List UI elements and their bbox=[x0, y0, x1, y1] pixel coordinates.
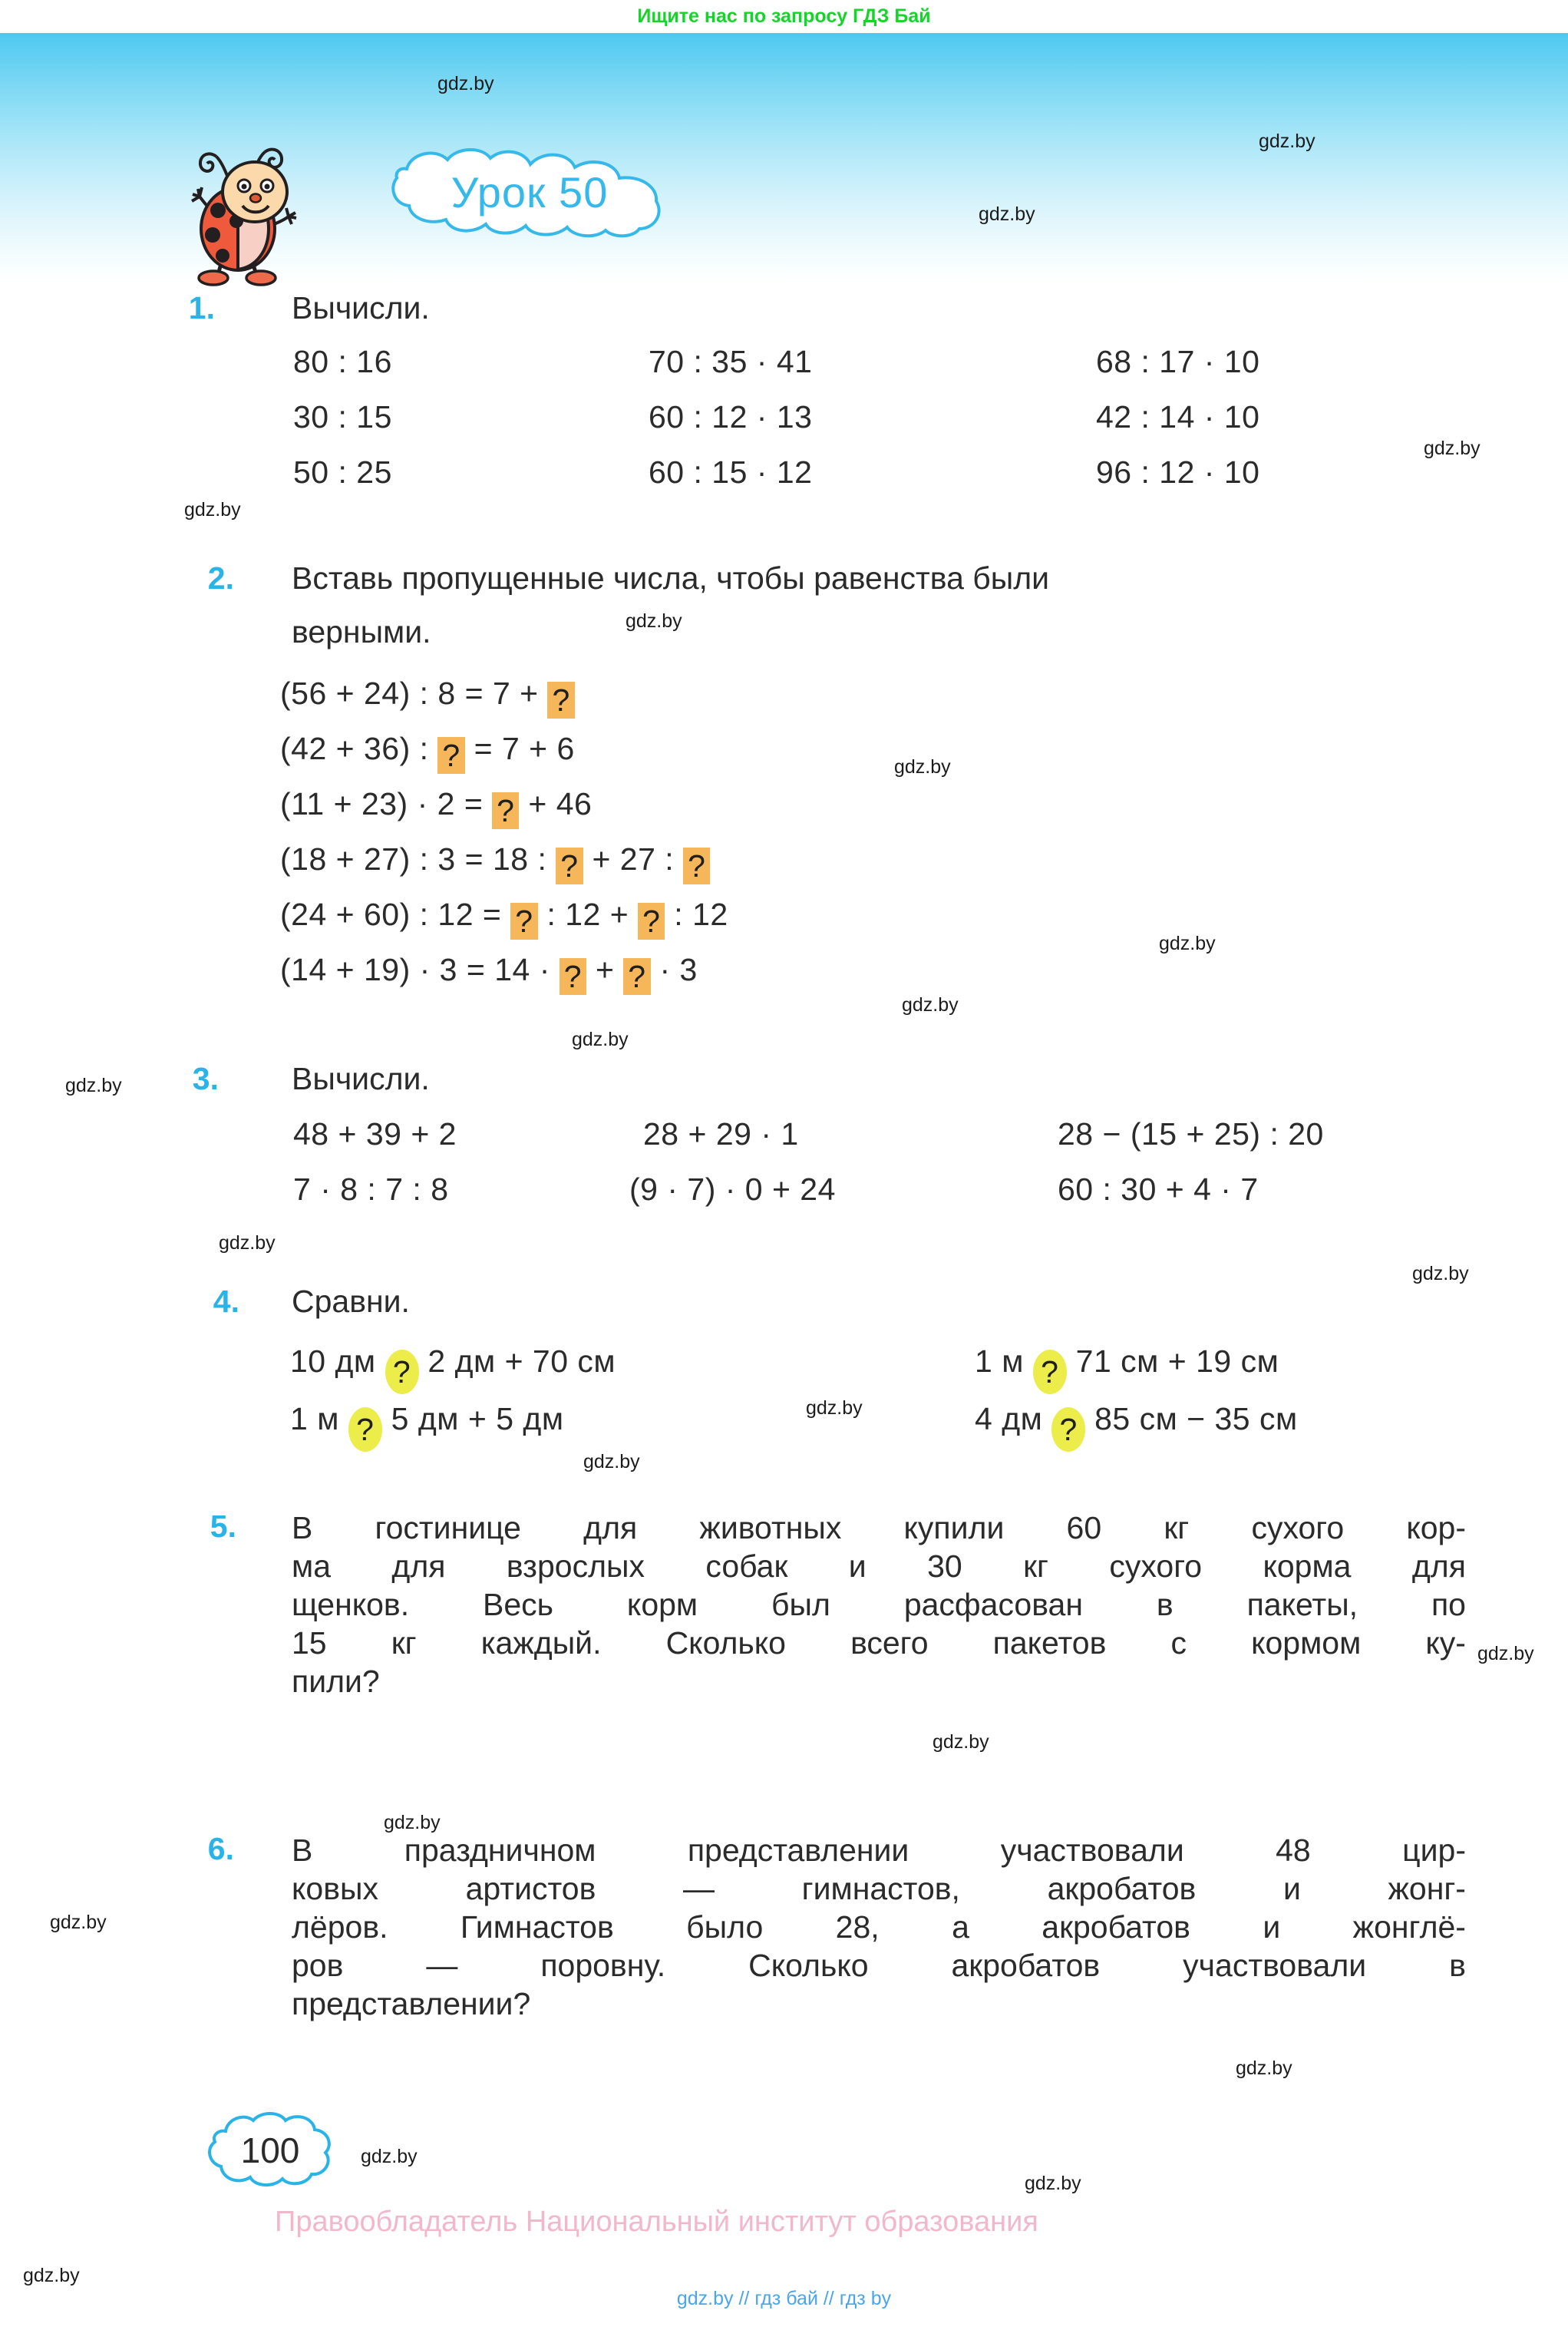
comparison-sign-placeholder[interactable]: ? bbox=[385, 1350, 419, 1394]
word: кг bbox=[1164, 1510, 1190, 1545]
word: цир- bbox=[1402, 1833, 1466, 1868]
task-6-line bbox=[292, 1908, 1466, 1946]
task-3-expr: 28 − (15 + 25) : 20 bbox=[1058, 1116, 1324, 1152]
task-3-number: 3. bbox=[192, 1061, 219, 1096]
word: корм bbox=[626, 1587, 698, 1622]
expression-part: 1 м bbox=[290, 1401, 348, 1436]
word: участвовали bbox=[1000, 1833, 1184, 1868]
expression-part: 2 дм + 70 см bbox=[418, 1344, 616, 1379]
word: купили bbox=[903, 1510, 1005, 1545]
word: пакеты, bbox=[1246, 1587, 1358, 1622]
task-4-comparison bbox=[975, 1344, 1279, 1394]
watermark-gdz-by: gdz.by bbox=[1025, 2173, 1081, 2194]
missing-number-placeholder[interactable]: ? bbox=[556, 848, 583, 884]
task-2-equation bbox=[280, 731, 575, 774]
watermark-gdz-by: gdz.by bbox=[902, 994, 959, 1016]
word: а bbox=[952, 1909, 969, 1945]
task-2-equation bbox=[280, 676, 575, 719]
missing-number-placeholder[interactable]: ? bbox=[437, 737, 464, 774]
expression-part: 10 дм bbox=[290, 1344, 385, 1379]
task-1-expr: 80 : 16 bbox=[293, 344, 392, 379]
task-5-line bbox=[292, 1509, 1466, 1547]
expression-part: (18 + 27) : 3 = 18 : bbox=[280, 841, 556, 877]
watermark-gdz-by: gdz.by bbox=[437, 73, 494, 94]
watermark-gdz-by: gdz.by bbox=[979, 203, 1035, 225]
watermark-gdz-by: gdz.by bbox=[384, 1812, 441, 1833]
task-4-number: 4. bbox=[213, 1284, 239, 1319]
expression-part: = 7 + 6 bbox=[464, 731, 575, 766]
lesson-title-cloud bbox=[349, 146, 710, 238]
task-5-line bbox=[292, 1547, 1466, 1585]
task-5-number: 5. bbox=[210, 1509, 236, 1544]
word: по bbox=[1431, 1587, 1466, 1622]
page-number: 100 bbox=[240, 2130, 300, 2170]
word: акробатов bbox=[1041, 1909, 1190, 1945]
task-2-number: 2. bbox=[207, 560, 234, 596]
word: 48 bbox=[1276, 1833, 1311, 1868]
word: щенков. bbox=[292, 1587, 410, 1622]
task-1-expr: 30 : 15 bbox=[293, 399, 392, 435]
task-3-expr: 60 : 30 + 4 · 7 bbox=[1058, 1172, 1259, 1207]
word: кормом bbox=[1251, 1625, 1362, 1661]
task-1-expr: 60 : 15 · 12 bbox=[649, 454, 813, 490]
expression-part: 71 см + 19 см bbox=[1066, 1344, 1279, 1379]
task-2-equation bbox=[280, 841, 710, 884]
lesson-title: Урок 50 bbox=[451, 167, 609, 216]
expression-part: 1 м bbox=[975, 1344, 1033, 1379]
expression-part: : 12 + bbox=[537, 897, 639, 932]
expression-part: (56 + 24) : 8 = 7 + bbox=[280, 676, 548, 711]
task-5-line: пили? bbox=[292, 1664, 380, 1699]
watermark-gdz-by: gdz.by bbox=[50, 1912, 107, 1933]
word: с bbox=[1170, 1625, 1187, 1661]
watermark-gdz-by: gdz.by bbox=[219, 1232, 276, 1254]
missing-number-placeholder[interactable]: ? bbox=[638, 903, 665, 940]
ladybug-mascot-icon bbox=[175, 137, 305, 286]
watermark-gdz-by: gdz.by bbox=[933, 1731, 989, 1753]
word: был bbox=[771, 1587, 830, 1622]
word: Весь bbox=[483, 1587, 554, 1622]
word: в bbox=[1449, 1948, 1466, 1983]
word: сухого bbox=[1251, 1510, 1345, 1545]
missing-number-placeholder[interactable]: ? bbox=[510, 903, 537, 940]
page-number-cloud bbox=[201, 2110, 339, 2190]
task-4-comparison bbox=[290, 1401, 564, 1452]
watermark-gdz-by: gdz.by bbox=[806, 1397, 863, 1419]
word: сухого bbox=[1109, 1548, 1203, 1584]
word: кг bbox=[391, 1625, 417, 1661]
task-5-line bbox=[292, 1585, 1466, 1624]
word: и bbox=[1282, 1871, 1301, 1906]
expression-part: (14 + 19) · 3 = 14 · bbox=[280, 952, 560, 987]
watermark-gdz-by: gdz.by bbox=[361, 2146, 418, 2167]
task-3-expr: (9 · 7) · 0 + 24 bbox=[629, 1172, 836, 1207]
task-1-expr: 60 : 12 · 13 bbox=[649, 399, 813, 435]
task-6-line bbox=[292, 1831, 1466, 1869]
word: кг bbox=[1023, 1548, 1048, 1584]
word: корма bbox=[1263, 1548, 1352, 1584]
word: расфасован bbox=[903, 1587, 1083, 1622]
word: каждый. bbox=[480, 1625, 602, 1661]
word: кор- bbox=[1406, 1510, 1466, 1545]
word: жонглё- bbox=[1352, 1909, 1466, 1945]
word: гостинице bbox=[375, 1510, 521, 1545]
word: ковых bbox=[292, 1871, 378, 1906]
copyright-notice: Правообладатель Национальный институт образования bbox=[275, 2206, 1038, 2238]
word: ку- bbox=[1425, 1625, 1466, 1661]
watermark-gdz-by: gdz.by bbox=[583, 1451, 640, 1472]
word: Гимнастов bbox=[460, 1909, 614, 1945]
expression-part: : 12 bbox=[665, 897, 728, 932]
watermark-gdz-by: gdz.by bbox=[1236, 2057, 1292, 2079]
word: 15 bbox=[292, 1625, 327, 1661]
promo-bar bbox=[0, 0, 1568, 33]
task-6-number: 6. bbox=[207, 1831, 234, 1866]
task-5-line bbox=[292, 1624, 1466, 1662]
task-2-equation bbox=[280, 952, 698, 995]
word: 28, bbox=[835, 1909, 880, 1945]
expression-part: + 46 bbox=[519, 786, 593, 821]
task-1-number: 1. bbox=[188, 290, 215, 326]
expression-part: (42 + 36) : bbox=[280, 731, 438, 766]
task-2-equation bbox=[280, 897, 728, 940]
task-6-line: представлении? bbox=[292, 1986, 531, 2021]
word: жонг- bbox=[1388, 1871, 1466, 1906]
task-1-heading: Вычисли. bbox=[292, 290, 430, 326]
task-3-expr: 7 · 8 : 7 : 8 bbox=[293, 1172, 449, 1207]
task-3-heading: Вычисли. bbox=[292, 1061, 430, 1096]
watermark-gdz-by: gdz.by bbox=[1412, 1263, 1469, 1284]
missing-number-placeholder[interactable]: ? bbox=[547, 682, 574, 719]
word: ров bbox=[292, 1948, 344, 1983]
task-1-expr: 70 : 35 · 41 bbox=[649, 344, 813, 379]
watermark-gdz-by: gdz.by bbox=[65, 1075, 122, 1096]
word: для bbox=[583, 1510, 638, 1545]
word: для bbox=[1411, 1548, 1466, 1584]
task-1-expr: 50 : 25 bbox=[293, 454, 392, 490]
footer-links[interactable]: gdz.by // гдз бай // гдз by bbox=[676, 2288, 892, 2309]
missing-number-placeholder[interactable]: ? bbox=[623, 958, 650, 995]
expression-part: 85 см − 35 см bbox=[1085, 1401, 1298, 1436]
task-4-comparison bbox=[975, 1401, 1298, 1452]
watermark-gdz-by: gdz.by bbox=[626, 610, 682, 632]
watermark-gdz-by: gdz.by bbox=[1424, 438, 1481, 459]
task-4-heading: Сравни. bbox=[292, 1284, 410, 1319]
word: акробатов bbox=[951, 1948, 1101, 1983]
task-3-expr: 48 + 39 + 2 bbox=[293, 1116, 457, 1152]
missing-number-placeholder[interactable]: ? bbox=[492, 792, 519, 829]
task-1-expr: 96 : 12 · 10 bbox=[1096, 454, 1260, 490]
task-2-heading-line2: верными. bbox=[292, 614, 431, 649]
word: В bbox=[292, 1833, 313, 1868]
word: собак bbox=[705, 1548, 788, 1584]
word: — bbox=[683, 1871, 715, 1906]
task-5-text bbox=[292, 1509, 1466, 1700]
watermark-gdz-by: gdz.by bbox=[184, 499, 241, 521]
word: — bbox=[426, 1948, 458, 1983]
promo-text: Ищите нас по запросу ГДЗ Бай bbox=[637, 5, 931, 27]
task-1-expr: 42 : 14 · 10 bbox=[1096, 399, 1260, 435]
word: всего bbox=[850, 1625, 929, 1661]
expression-part: · 3 bbox=[650, 952, 698, 987]
watermark-gdz-by: gdz.by bbox=[23, 2265, 80, 2286]
word: в bbox=[1156, 1587, 1174, 1622]
missing-number-placeholder[interactable]: ? bbox=[683, 848, 710, 884]
expression-part: (11 + 23) · 2 = bbox=[280, 786, 493, 821]
missing-number-placeholder[interactable]: ? bbox=[560, 958, 586, 995]
word: представлении bbox=[687, 1833, 909, 1868]
comparison-sign-placeholder[interactable]: ? bbox=[1051, 1407, 1085, 1452]
word: акробатов bbox=[1047, 1871, 1197, 1906]
word: артистов bbox=[465, 1871, 596, 1906]
watermark-gdz-by: gdz.by bbox=[894, 756, 951, 778]
word: поровну. bbox=[540, 1948, 666, 1983]
comparison-sign-placeholder[interactable]: ? bbox=[348, 1407, 382, 1452]
watermark-gdz-by: gdz.by bbox=[1159, 933, 1216, 954]
word: пакетов bbox=[992, 1625, 1107, 1661]
expression-part: 4 дм bbox=[975, 1401, 1052, 1436]
expression-part: + 27 : bbox=[583, 841, 684, 877]
task-3-expr: 28 + 29 · 1 bbox=[643, 1116, 799, 1152]
task-6-line bbox=[292, 1869, 1466, 1908]
word: участвовали bbox=[1183, 1948, 1367, 1983]
word: для bbox=[391, 1548, 446, 1584]
task-2-equation bbox=[280, 786, 592, 829]
word: животных bbox=[699, 1510, 842, 1545]
expression-part: 5 дм + 5 дм bbox=[381, 1401, 564, 1436]
expression-part: (24 + 60) : 12 = bbox=[280, 897, 511, 932]
task-6-line bbox=[292, 1946, 1466, 1985]
word: взрослых bbox=[506, 1548, 645, 1584]
word: и bbox=[848, 1548, 867, 1584]
expression-part: + bbox=[586, 952, 624, 987]
watermark-gdz-by: gdz.by bbox=[1477, 1643, 1534, 1664]
word: лёров. bbox=[292, 1909, 388, 1945]
word: 60 bbox=[1066, 1510, 1102, 1545]
word: В bbox=[292, 1510, 313, 1545]
word: гимнастов, bbox=[801, 1871, 960, 1906]
task-4-comparison bbox=[290, 1344, 616, 1394]
word: и bbox=[1263, 1909, 1281, 1945]
task-2-heading-line1: Вставь пропущенные числа, чтобы равенства были bbox=[292, 560, 1050, 596]
word: Сколько bbox=[665, 1625, 786, 1661]
word: Сколько bbox=[748, 1948, 869, 1983]
watermark-gdz-by: gdz.by bbox=[1259, 131, 1315, 152]
word: 30 bbox=[927, 1548, 962, 1584]
task-6-text bbox=[292, 1831, 1466, 2023]
task-1-expr: 68 : 17 · 10 bbox=[1096, 344, 1260, 379]
word: было bbox=[686, 1909, 764, 1945]
word: праздничном bbox=[404, 1833, 596, 1868]
word: ма bbox=[292, 1548, 331, 1584]
watermark-gdz-by: gdz.by bbox=[572, 1029, 629, 1050]
comparison-sign-placeholder[interactable]: ? bbox=[1033, 1350, 1067, 1394]
